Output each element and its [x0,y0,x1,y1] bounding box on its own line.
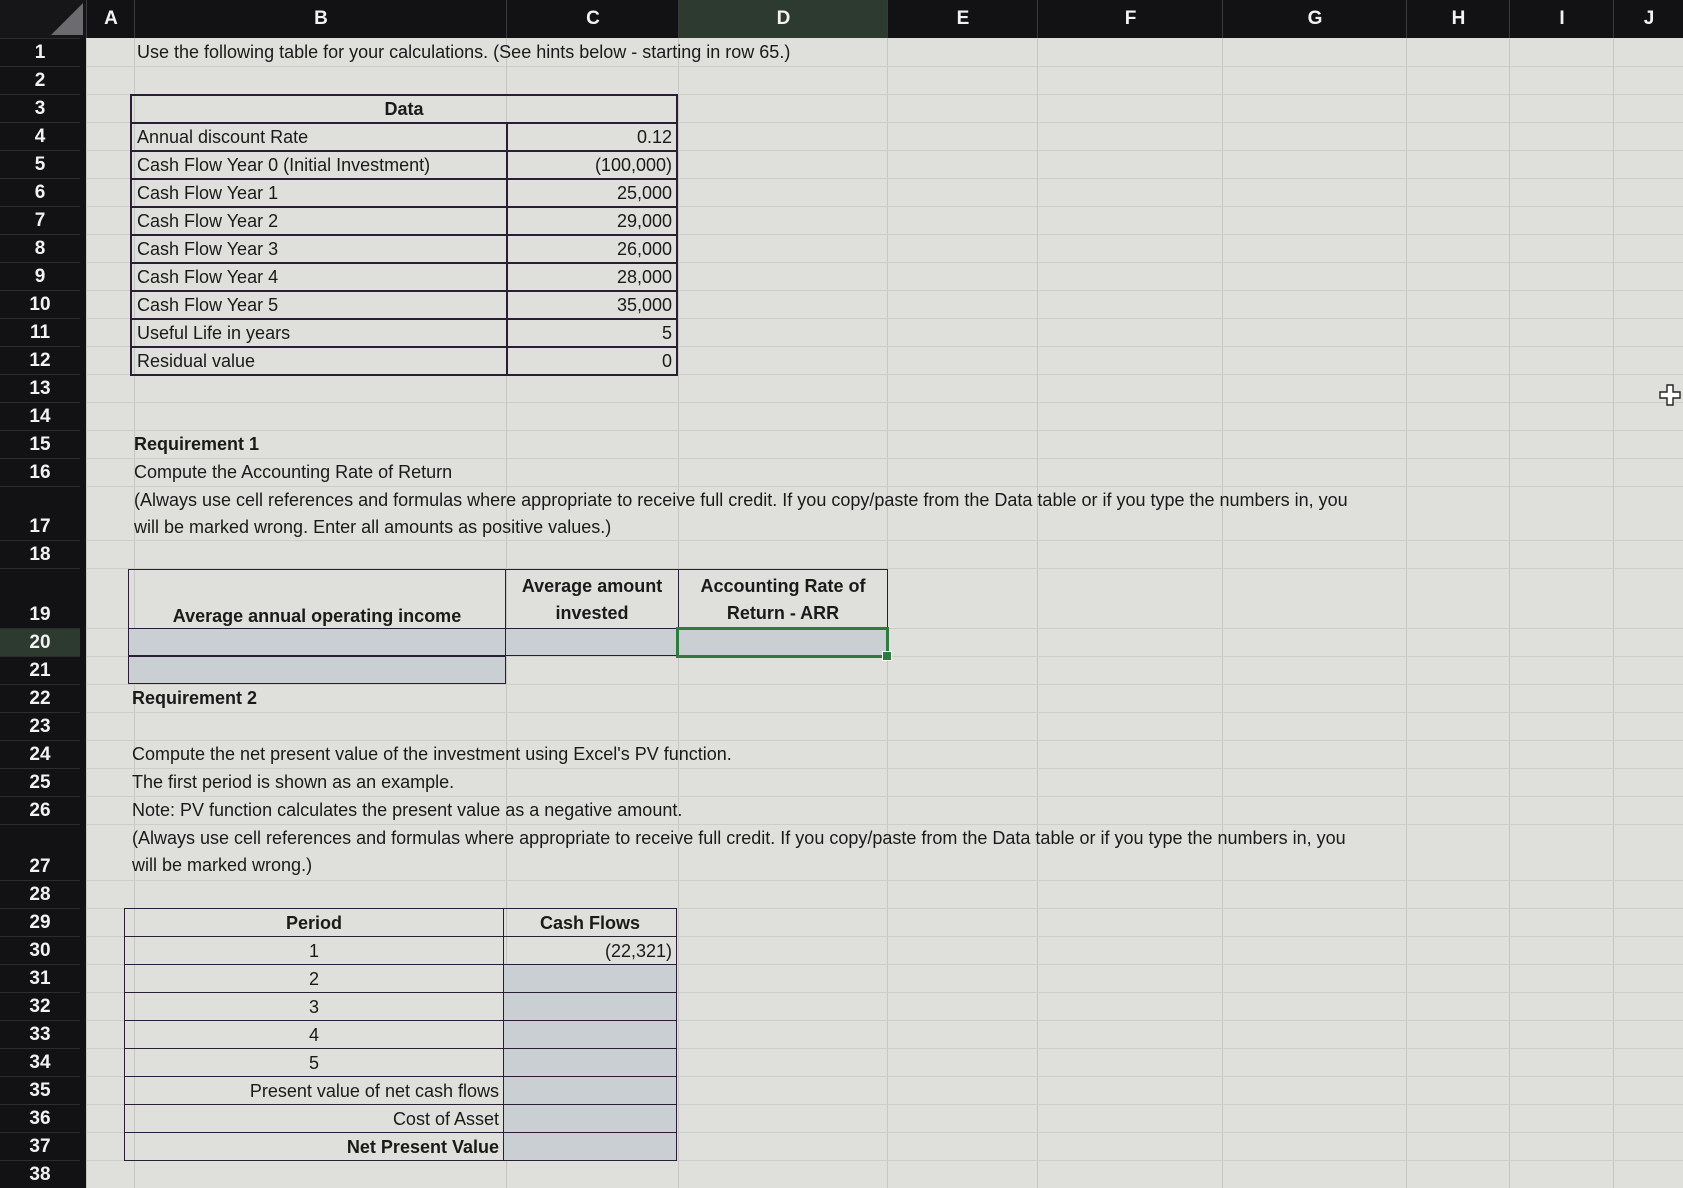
row-header[interactable]: 34 [0,1048,80,1076]
column-header-f[interactable]: F [1037,0,1223,38]
cash-flow-input[interactable] [503,964,677,993]
data-table-header[interactable]: Data [130,94,678,124]
cash-flow-input[interactable] [503,1020,677,1049]
column-header-h[interactable]: H [1406,0,1510,38]
row-header[interactable]: 22 [0,684,80,712]
row-header[interactable]: 4 [0,122,80,150]
row-header[interactable]: 14 [0,402,80,430]
row-header[interactable]: 6 [0,178,80,206]
data-label-cell[interactable]: Cash Flow Year 5 [130,290,508,320]
row-header[interactable]: 13 [0,374,80,402]
requirement-2-text[interactable]: Compute the net present value of the investment using Excel's PV function. [132,744,732,764]
requirement-1-note[interactable]: (Always use cell references and formulas where appropriate to receive full credit. If you copy/paste from the Data table or if you type the numbers in, you [134,490,1348,510]
column-header-j[interactable]: J [1613,0,1683,38]
intro-text[interactable]: Use the following table for your calculations. (See hints below - starting in row 65.) [137,42,791,62]
row-header-bar [0,38,86,1188]
cash-flow-cell[interactable]: (22,321) [503,936,677,965]
row-header[interactable]: 8 [0,234,80,262]
data-label-cell[interactable]: Residual value [130,346,508,376]
arr-input[interactable] [677,628,888,657]
data-value-cell[interactable]: 5 [506,318,678,348]
column-header-e[interactable]: E [887,0,1038,38]
row-header[interactable]: 1 [0,38,80,66]
row-header[interactable]: 35 [0,1076,80,1104]
requirement-2-warning-cont[interactable]: will be marked wrong.) [132,855,313,875]
requirement-2-title[interactable]: Requirement 2 [132,688,258,708]
row-header[interactable]: 21 [0,656,80,684]
npv-label[interactable]: Net Present Value [124,1132,504,1161]
data-value-cell[interactable]: 0 [506,346,678,376]
period-cell[interactable]: 3 [124,992,504,1021]
data-value-cell[interactable]: 29,000 [506,206,678,236]
requirement-2-warning[interactable]: (Always use cell references and formulas where appropriate to receive full credit. If you copy/paste from the Data table or if you type the numbers in, you [132,828,1346,848]
row-header[interactable]: 32 [0,992,80,1020]
cash-flow-input[interactable] [503,1048,677,1077]
arr-header[interactable] [678,569,888,629]
period-cell[interactable]: 2 [124,964,504,993]
avg-income-input[interactable] [128,628,506,656]
period-cell[interactable]: 5 [124,1048,504,1077]
data-value-cell[interactable]: (100,000) [506,150,678,180]
data-label-cell[interactable]: Cash Flow Year 1 [130,178,508,208]
row-header[interactable]: 19 [0,568,80,628]
row-header[interactable]: 16 [0,458,80,486]
period-cell[interactable]: 1 [124,936,504,965]
avg-invested-header[interactable] [505,569,679,629]
period-cell[interactable]: 4 [124,1020,504,1049]
cost-of-asset-label[interactable]: Cost of Asset [124,1104,504,1133]
pv-net-cash-flows-label[interactable]: Present value of net cash flows [124,1076,504,1105]
row-header[interactable]: 31 [0,964,80,992]
data-value-cell[interactable]: 28,000 [506,262,678,292]
data-label-cell[interactable]: Useful Life in years [130,318,508,348]
avg-invested-input[interactable] [505,628,679,656]
row-header[interactable]: 12 [0,346,80,374]
data-label-cell[interactable]: Cash Flow Year 3 [130,234,508,264]
row-header[interactable]: 18 [0,540,80,568]
row-header[interactable]: 11 [0,318,80,346]
avg-invested-header-line1: Average amount [521,576,663,596]
cash-flows-header[interactable]: Cash Flows [503,908,677,937]
data-value-cell[interactable]: 0.12 [506,122,678,152]
arr-header-line1: Accounting Rate of [700,576,866,596]
requirement-2-note[interactable]: Note: PV function calculates the present value as a negative amount. [132,800,683,820]
column-header-a[interactable]: A [86,0,135,38]
column-header-bar [0,0,1683,38]
row-header[interactable]: 30 [0,936,80,964]
cell-cursor-icon [1659,384,1681,406]
row-header[interactable]: 9 [0,262,80,290]
data-label-cell[interactable]: Cash Flow Year 4 [130,262,508,292]
cost-of-asset-input[interactable] [503,1104,677,1133]
row-header[interactable]: 37 [0,1132,80,1160]
data-value-cell[interactable]: 25,000 [506,178,678,208]
row-header[interactable]: 3 [0,94,80,122]
data-label-cell[interactable]: Annual discount Rate [130,122,508,152]
row-header[interactable]: 38 [0,1160,80,1188]
row-header[interactable]: 2 [0,66,80,94]
column-header-i[interactable]: I [1509,0,1614,38]
requirement-1-title[interactable]: Requirement 1 [134,434,260,454]
data-label-cell[interactable]: Cash Flow Year 2 [130,206,508,236]
row-header[interactable]: 7 [0,206,80,234]
row-header[interactable]: 20 [0,628,80,656]
row-header[interactable]: 5 [0,150,80,178]
data-value-cell[interactable]: 35,000 [506,290,678,320]
data-label-cell[interactable]: Cash Flow Year 0 (Initial Investment) [130,150,508,180]
row-header[interactable]: 10 [0,290,80,318]
column-header-c[interactable]: C [506,0,679,38]
row-header[interactable]: 26 [0,796,80,824]
row-header[interactable]: 36 [0,1104,80,1132]
row-header[interactable]: 27 [0,824,80,880]
cash-flow-input[interactable] [503,992,677,1021]
npv-input[interactable] [503,1132,677,1161]
requirement-1-note-cont[interactable]: will be marked wrong. Enter all amounts as positive values.) [134,517,612,537]
arr-header-line2: Return - ARR [726,603,840,623]
column-header-b[interactable]: B [134,0,507,38]
avg-invested-header-line2: invested [555,603,629,623]
column-header-g[interactable]: G [1222,0,1407,38]
column-header-d[interactable]: D [678,0,888,38]
select-all-corner[interactable] [0,0,86,38]
row-header[interactable]: 24 [0,740,80,768]
requirement-1-text[interactable]: Compute the Accounting Rate of Return [134,462,453,482]
row-header[interactable]: 28 [0,880,80,908]
extra-input[interactable] [128,656,506,684]
row-header[interactable]: 29 [0,908,80,936]
row-header[interactable]: 15 [0,430,80,458]
row-header[interactable]: 17 [0,486,80,540]
period-header[interactable]: Period [124,908,504,937]
row-header[interactable]: 23 [0,712,80,740]
avg-income-header[interactable]: Average annual operating income [128,569,506,629]
data-value-cell[interactable]: 26,000 [506,234,678,264]
row-header[interactable]: 33 [0,1020,80,1048]
fill-handle[interactable] [882,651,892,661]
pv-net-cash-flows-input[interactable] [503,1076,677,1105]
requirement-2-example[interactable]: The first period is shown as an example. [132,772,455,792]
row-header[interactable]: 25 [0,768,80,796]
